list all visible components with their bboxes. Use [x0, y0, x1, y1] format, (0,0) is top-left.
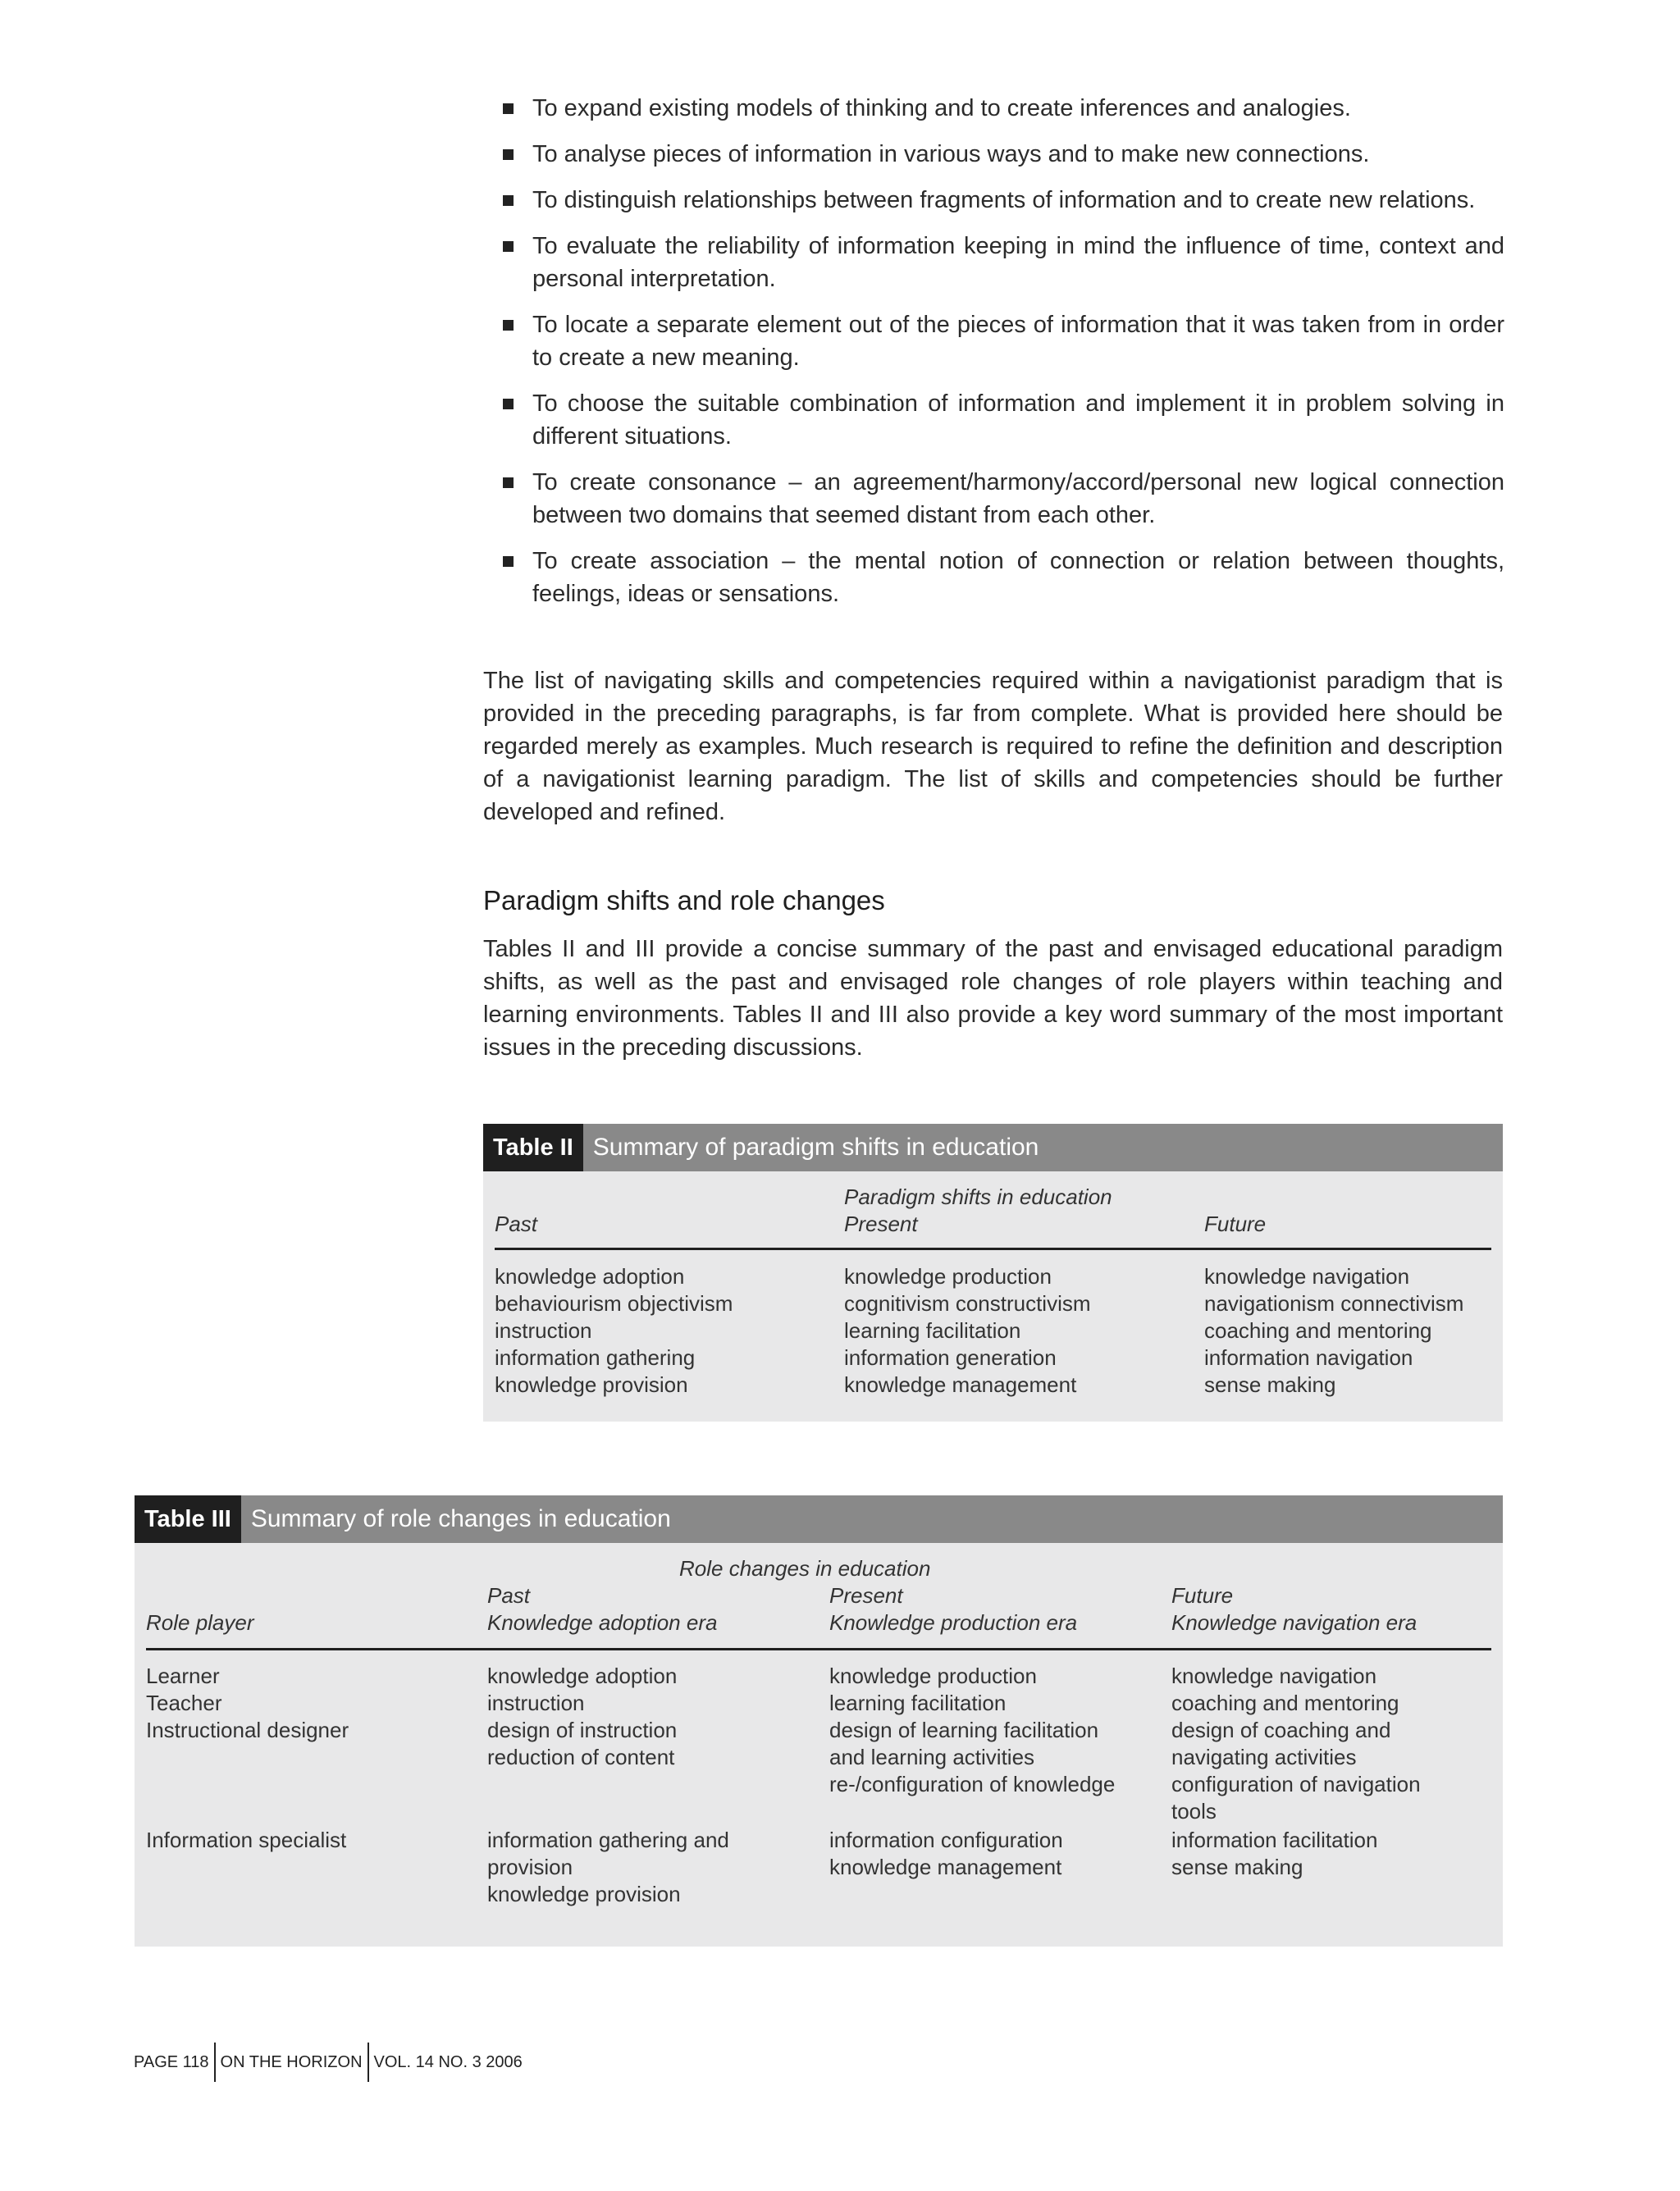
- page-number: PAGE 118: [134, 2052, 209, 2071]
- table-cell: knowledge navigation: [1204, 1264, 1410, 1289]
- column-header: Future: [1204, 1212, 1267, 1236]
- footer-divider: [214, 2043, 216, 2082]
- table-label: Table II: [483, 1124, 583, 1171]
- table-cell: Learner: [146, 1664, 220, 1688]
- volume-info: VOL. 14 NO. 3 2006: [373, 2052, 523, 2071]
- table-2: [483, 1124, 1503, 1422]
- table-cell: design of instruction reduction of content: [487, 1718, 678, 1769]
- header-rule: [495, 1248, 1491, 1250]
- table-cell: information gathering: [495, 1345, 696, 1370]
- table-cell: information generation: [844, 1345, 1057, 1370]
- bullet-item: To evaluate the reliability of information keeping in mind the influence of time, context and personal interpretation.: [532, 230, 1504, 295]
- table-cell: learning facilitation: [844, 1318, 1021, 1343]
- header-rule: [146, 1648, 1491, 1650]
- table-cell: knowledge navigation: [1171, 1664, 1377, 1688]
- journal-name: ON THE HORIZON: [220, 2052, 363, 2071]
- bullet-item: To analyse pieces of information in various ways and to make new connections.: [532, 138, 1504, 171]
- table-label: Table III: [135, 1495, 241, 1543]
- square-bullet-icon: [503, 477, 514, 488]
- bullet-item: To create association – the mental notion of connection or relation between thoughts, feelings, ideas or sensations.: [532, 545, 1504, 610]
- square-bullet-icon: [503, 103, 514, 114]
- bullet-item: To create consonance – an agreement/harmony/accord/personal new logical connection between two domains that seemed distant from each other.: [532, 466, 1504, 532]
- table-cell: knowledge management: [844, 1372, 1077, 1397]
- table-cell: learning facilitation: [829, 1691, 1007, 1715]
- column-header: Present: [844, 1212, 918, 1236]
- square-bullet-icon: [503, 149, 514, 160]
- table-cell: Information specialist: [146, 1828, 347, 1852]
- table-cell: design of learning facilitation and learning activities re-/configuration of knowledge: [829, 1718, 1116, 1796]
- column-header: Present Knowledge production era: [829, 1583, 1078, 1635]
- column-header: Past: [495, 1212, 538, 1236]
- square-bullet-icon: [503, 399, 514, 409]
- table-cell: sense making: [1204, 1372, 1336, 1397]
- table-cell: coaching and mentoring: [1171, 1691, 1399, 1715]
- table-cell: navigationism connectivism: [1204, 1291, 1464, 1316]
- table-cell: instruction: [487, 1691, 585, 1715]
- square-bullet-icon: [503, 320, 514, 331]
- table-cell: knowledge provision: [495, 1372, 688, 1397]
- table-cell: knowledge production: [844, 1264, 1052, 1289]
- group-header: Paradigm shifts in education: [844, 1185, 1112, 1209]
- group-header: Role changes in education: [679, 1556, 931, 1581]
- table-cell: cognitivism constructivism: [844, 1291, 1091, 1316]
- table-title: Summary of paradigm shifts in education: [592, 1134, 1039, 1161]
- column-header: Past Knowledge adoption era: [487, 1583, 718, 1635]
- bullet-list: [532, 92, 1504, 623]
- table-cell: information navigation: [1204, 1345, 1413, 1370]
- table-cell: instruction: [495, 1318, 592, 1343]
- table-cell: knowledge adoption: [487, 1664, 678, 1688]
- column-header: Future Knowledge navigation era: [1171, 1583, 1418, 1635]
- table-3: [135, 1495, 1503, 1947]
- bullet-item: To choose the suitable combination of information and implement it in problem solving in different situations.: [532, 387, 1504, 453]
- table-header-bar: [135, 1495, 1503, 1543]
- table-cell: Teacher: [146, 1691, 222, 1715]
- table-title: Summary of role changes in education: [250, 1505, 671, 1532]
- square-bullet-icon: [503, 195, 514, 206]
- body-paragraph: Tables II and III provide a concise summary of the past and envisaged educational paradigm shifts, as well as the past and envisaged role changes of role players within teaching and learning environments. Tables II and III also provide a key word summary of the most important issues in the preceding discussions.: [483, 936, 1503, 1061]
- column-header: Role player: [146, 1610, 254, 1635]
- section-heading: Paradigm shifts and role changes: [483, 885, 885, 915]
- table-cell: knowledge adoption: [495, 1264, 685, 1289]
- table-header-bar: [483, 1124, 1503, 1171]
- table-cell: information configuration knowledge management: [829, 1828, 1063, 1879]
- bullet-item: To locate a separate element out of the pieces of information that it was taken from in order to create a new meaning.: [532, 308, 1504, 374]
- table-cell: information facilitation sense making: [1171, 1828, 1378, 1879]
- table-cell: behaviourism objectivism: [495, 1291, 733, 1316]
- table-cell: coaching and mentoring: [1204, 1318, 1432, 1343]
- table-cell: design of coaching and navigating activities configuration of navigation tools: [1171, 1718, 1421, 1824]
- table-cell: knowledge production: [829, 1664, 1037, 1688]
- page-footer: [134, 2043, 523, 2082]
- square-bullet-icon: [503, 241, 514, 252]
- table-cell: Instructional designer: [146, 1718, 349, 1742]
- bullet-item: To distinguish relationships between fragments of information and to create new relations.: [532, 184, 1504, 217]
- square-bullet-icon: [503, 556, 514, 567]
- table-cell: information gathering and provision knowledge provision: [487, 1828, 729, 1906]
- footer-divider: [368, 2043, 369, 2082]
- body-paragraph: The list of navigating skills and competencies required within a navigationist paradigm that is provided in the preceding paragraphs, is far from complete. What is provided here should be regarded merely as examples. Much research is required to refine the definition and description of a navigationist learning paradigm. The list of skills and competencies should be further developed and refined.: [483, 668, 1503, 825]
- bullet-item: To expand existing models of thinking and to create inferences and analogies.: [532, 92, 1504, 125]
